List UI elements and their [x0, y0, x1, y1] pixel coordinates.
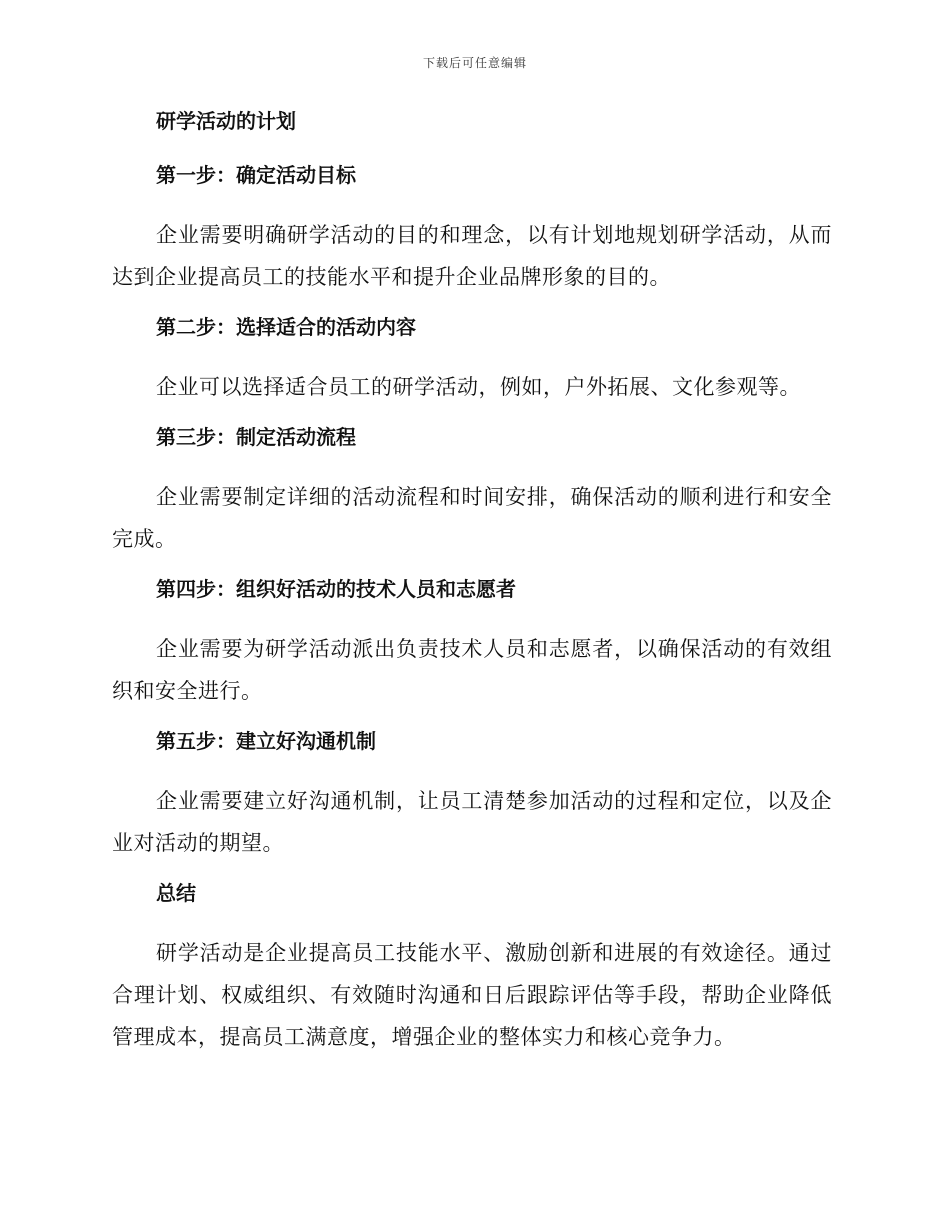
- section-body-step-2: 企业可以选择适合员工的研学活动，例如，户外拓展、文化参观等。: [156, 375, 801, 399]
- section-body-step-1: 企业需要明确研学活动的目的和理念，以有计划地规划研学活动，从而达到企业提高员工的技能水平和提升企业品牌形象的目的。: [112, 223, 832, 289]
- section-body-summary: 研学活动是企业提高员工技能水平、激励创新和进展的有效途径。通过合理计划、权威组织、有效随时沟通和日后跟踪评估等手段，帮助企业降低管理成本，提高员工满意度，增强企业的整体实力和核心竞争力。: [112, 941, 832, 1049]
- section-heading-step-3: 第三步：制定活动流程: [156, 425, 356, 449]
- section-heading-step-2: 第二步：选择适合的活动内容: [156, 315, 416, 339]
- section-body-step-5: 企业需要建立好沟通机制，让员工清楚参加活动的过程和定位，以及企业对活动的期望。: [112, 789, 832, 855]
- section-heading-step-4: 第四步：组织好活动的技术人员和志愿者: [156, 577, 516, 601]
- section-heading-step-1: 第一步：确定活动目标: [156, 163, 356, 187]
- section-heading-summary: 总结: [156, 881, 196, 905]
- section-body-step-4: 企业需要为研学活动派出负责技术人员和志愿者，以确保活动的有效组织和安全进行。: [112, 637, 832, 703]
- section-body-step-3: 企业需要制定详细的活动流程和时间安排，确保活动的顺利进行和安全完成。: [112, 485, 832, 551]
- document-content: [112, 106, 832, 1072]
- page-header: 下载后可任意编辑: [422, 56, 527, 70]
- section-heading-step-5: 第五步：建立好沟通机制: [156, 729, 376, 753]
- document-title: 研学活动的计划: [156, 109, 296, 133]
